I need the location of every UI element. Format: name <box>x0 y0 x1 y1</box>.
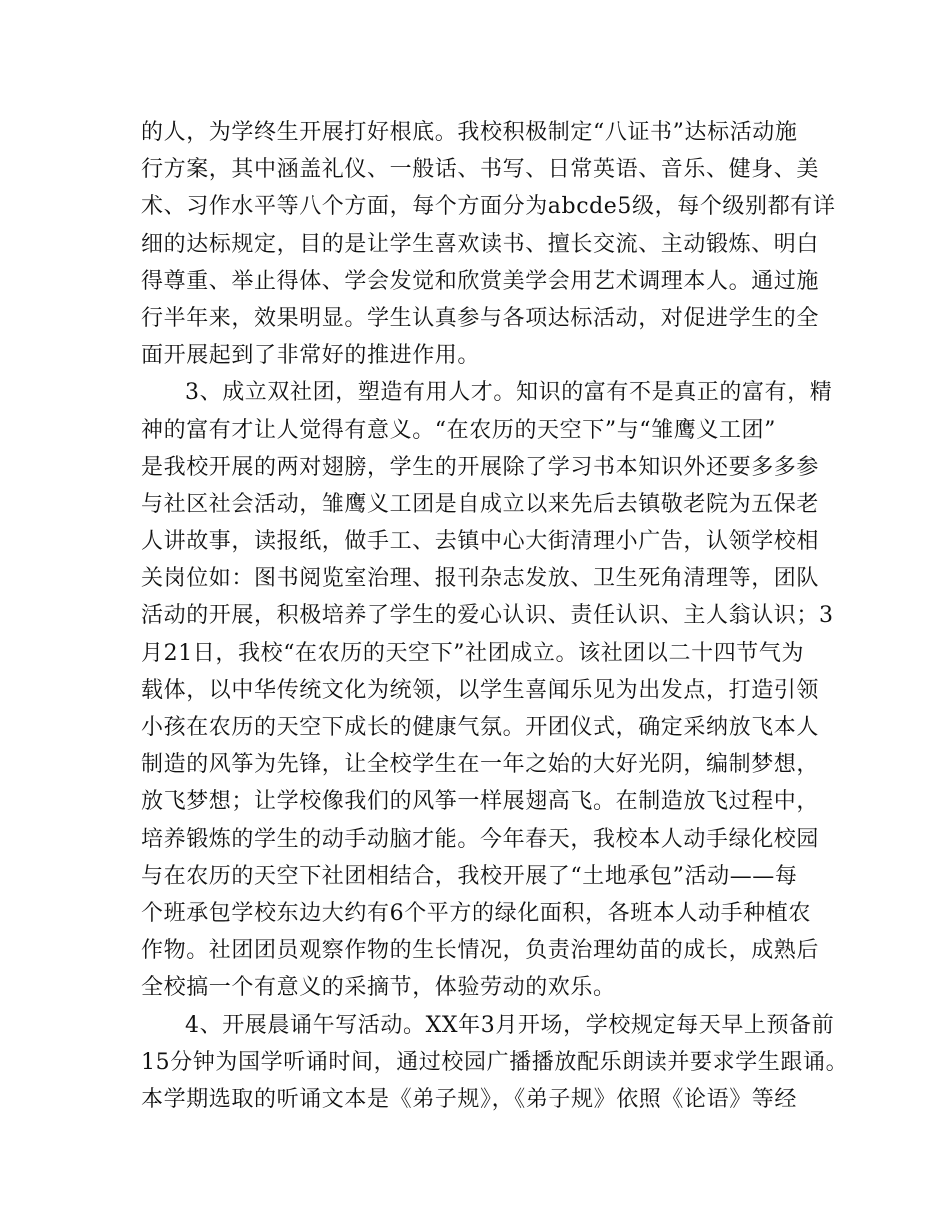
text-line: 与在农历的天空下社团相结合，我校开展了“土地承包”活动——每 <box>141 863 798 889</box>
text-line: 放飞梦想；让学校像我们的风筝一样展翅高飞。在制造放飞过程中， <box>141 789 820 815</box>
text-line: 4、开展晨诵午写活动。XX年3月开场，学校规定每天早上预备前 <box>185 1012 835 1038</box>
text-line: 载体，以中华传统文化为统领，以学生喜闻乐见为出发点，打造引领 <box>141 677 820 703</box>
text-line: 月21日，我校“在农历的天空下”社团成立。该社团以二十四节气为 <box>141 640 805 666</box>
text-line: 人讲故事，读报纸，做手工、去镇中心大街清理小广告，认领学校相 <box>141 529 820 555</box>
text-line: 术、习作水平等八个方面，每个方面分为abcde5级，每个级别都有详 <box>141 194 836 220</box>
text-line: 活动的开展，积极培养了学生的爱心认识、责任认识、主人翁认识；3 <box>141 603 834 629</box>
text-line: 行半年来，效果明显。学生认真参与各项达标活动，对促进学生的全 <box>141 305 820 331</box>
text-line: 本学期选取的听诵文本是《弟子规》，《弟子规》依照《论语》等经 <box>141 1086 798 1112</box>
text-line: 制造的风筝为先锋，让全校学生在一年之始的大好光阴，编制梦想， <box>141 752 820 778</box>
text-line: 培养锻炼的学生的动手动脑才能。今年春天，我校本人动手绿化校园 <box>141 826 820 852</box>
text-line: 行方案，其中涵盖礼仪、一般话、书写、日常英语、音乐、健身、美 <box>141 157 820 183</box>
text-line: 15分钟为国学听诵时间，通过校园广播播放配乐朗读并要求学生跟诵。 <box>141 1049 849 1075</box>
text-line: 3、成立双社团，塑造有用人才。知识的富有不是真正的富有，精 <box>185 380 833 406</box>
text-line: 神的富有才让人觉得有意义。“在农历的天空下”与“雏鹰义工团” <box>141 417 776 443</box>
text-line: 得尊重、举止得体、学会发觉和欣赏美学会用艺术调理本人。通过施 <box>141 268 820 294</box>
text-line: 关岗位如：图书阅览室治理、报刊杂志发放、卫生死角清理等，团队 <box>141 566 820 592</box>
text-line: 面开展起到了非常好的推进作用。 <box>141 343 481 369</box>
text-line: 与社区社会活动，雏鹰义工团是自成立以来先后去镇敬老院为五保老 <box>141 491 820 517</box>
text-line: 全校搞一个有意义的采摘节，体验劳动的欢乐。 <box>141 975 616 1001</box>
text-line: 作物。社团团员观察作物的生长情况，负责治理幼苗的成长，成熟后 <box>141 938 820 964</box>
text-line: 的人，为学终生开展打好根底。我校积极制定“八证书”达标活动施 <box>141 120 798 145</box>
text-line: 小孩在农历的天空下成长的健康气氛。开团仪式，确定采纳放飞本人 <box>141 715 820 740</box>
body-text <box>141 114 849 1118</box>
text-line: 是我校开展的两对翅膀，学生的开展除了学习书本知识外还要多多参 <box>141 454 820 480</box>
text-line: 个班承包学校东边大约有6个平方的绿化面积，各班本人动手种植农 <box>141 900 811 926</box>
text-line: 细的达标规定，目的是让学生喜欢读书、擅长交流、主动锻炼、明白 <box>141 231 820 257</box>
